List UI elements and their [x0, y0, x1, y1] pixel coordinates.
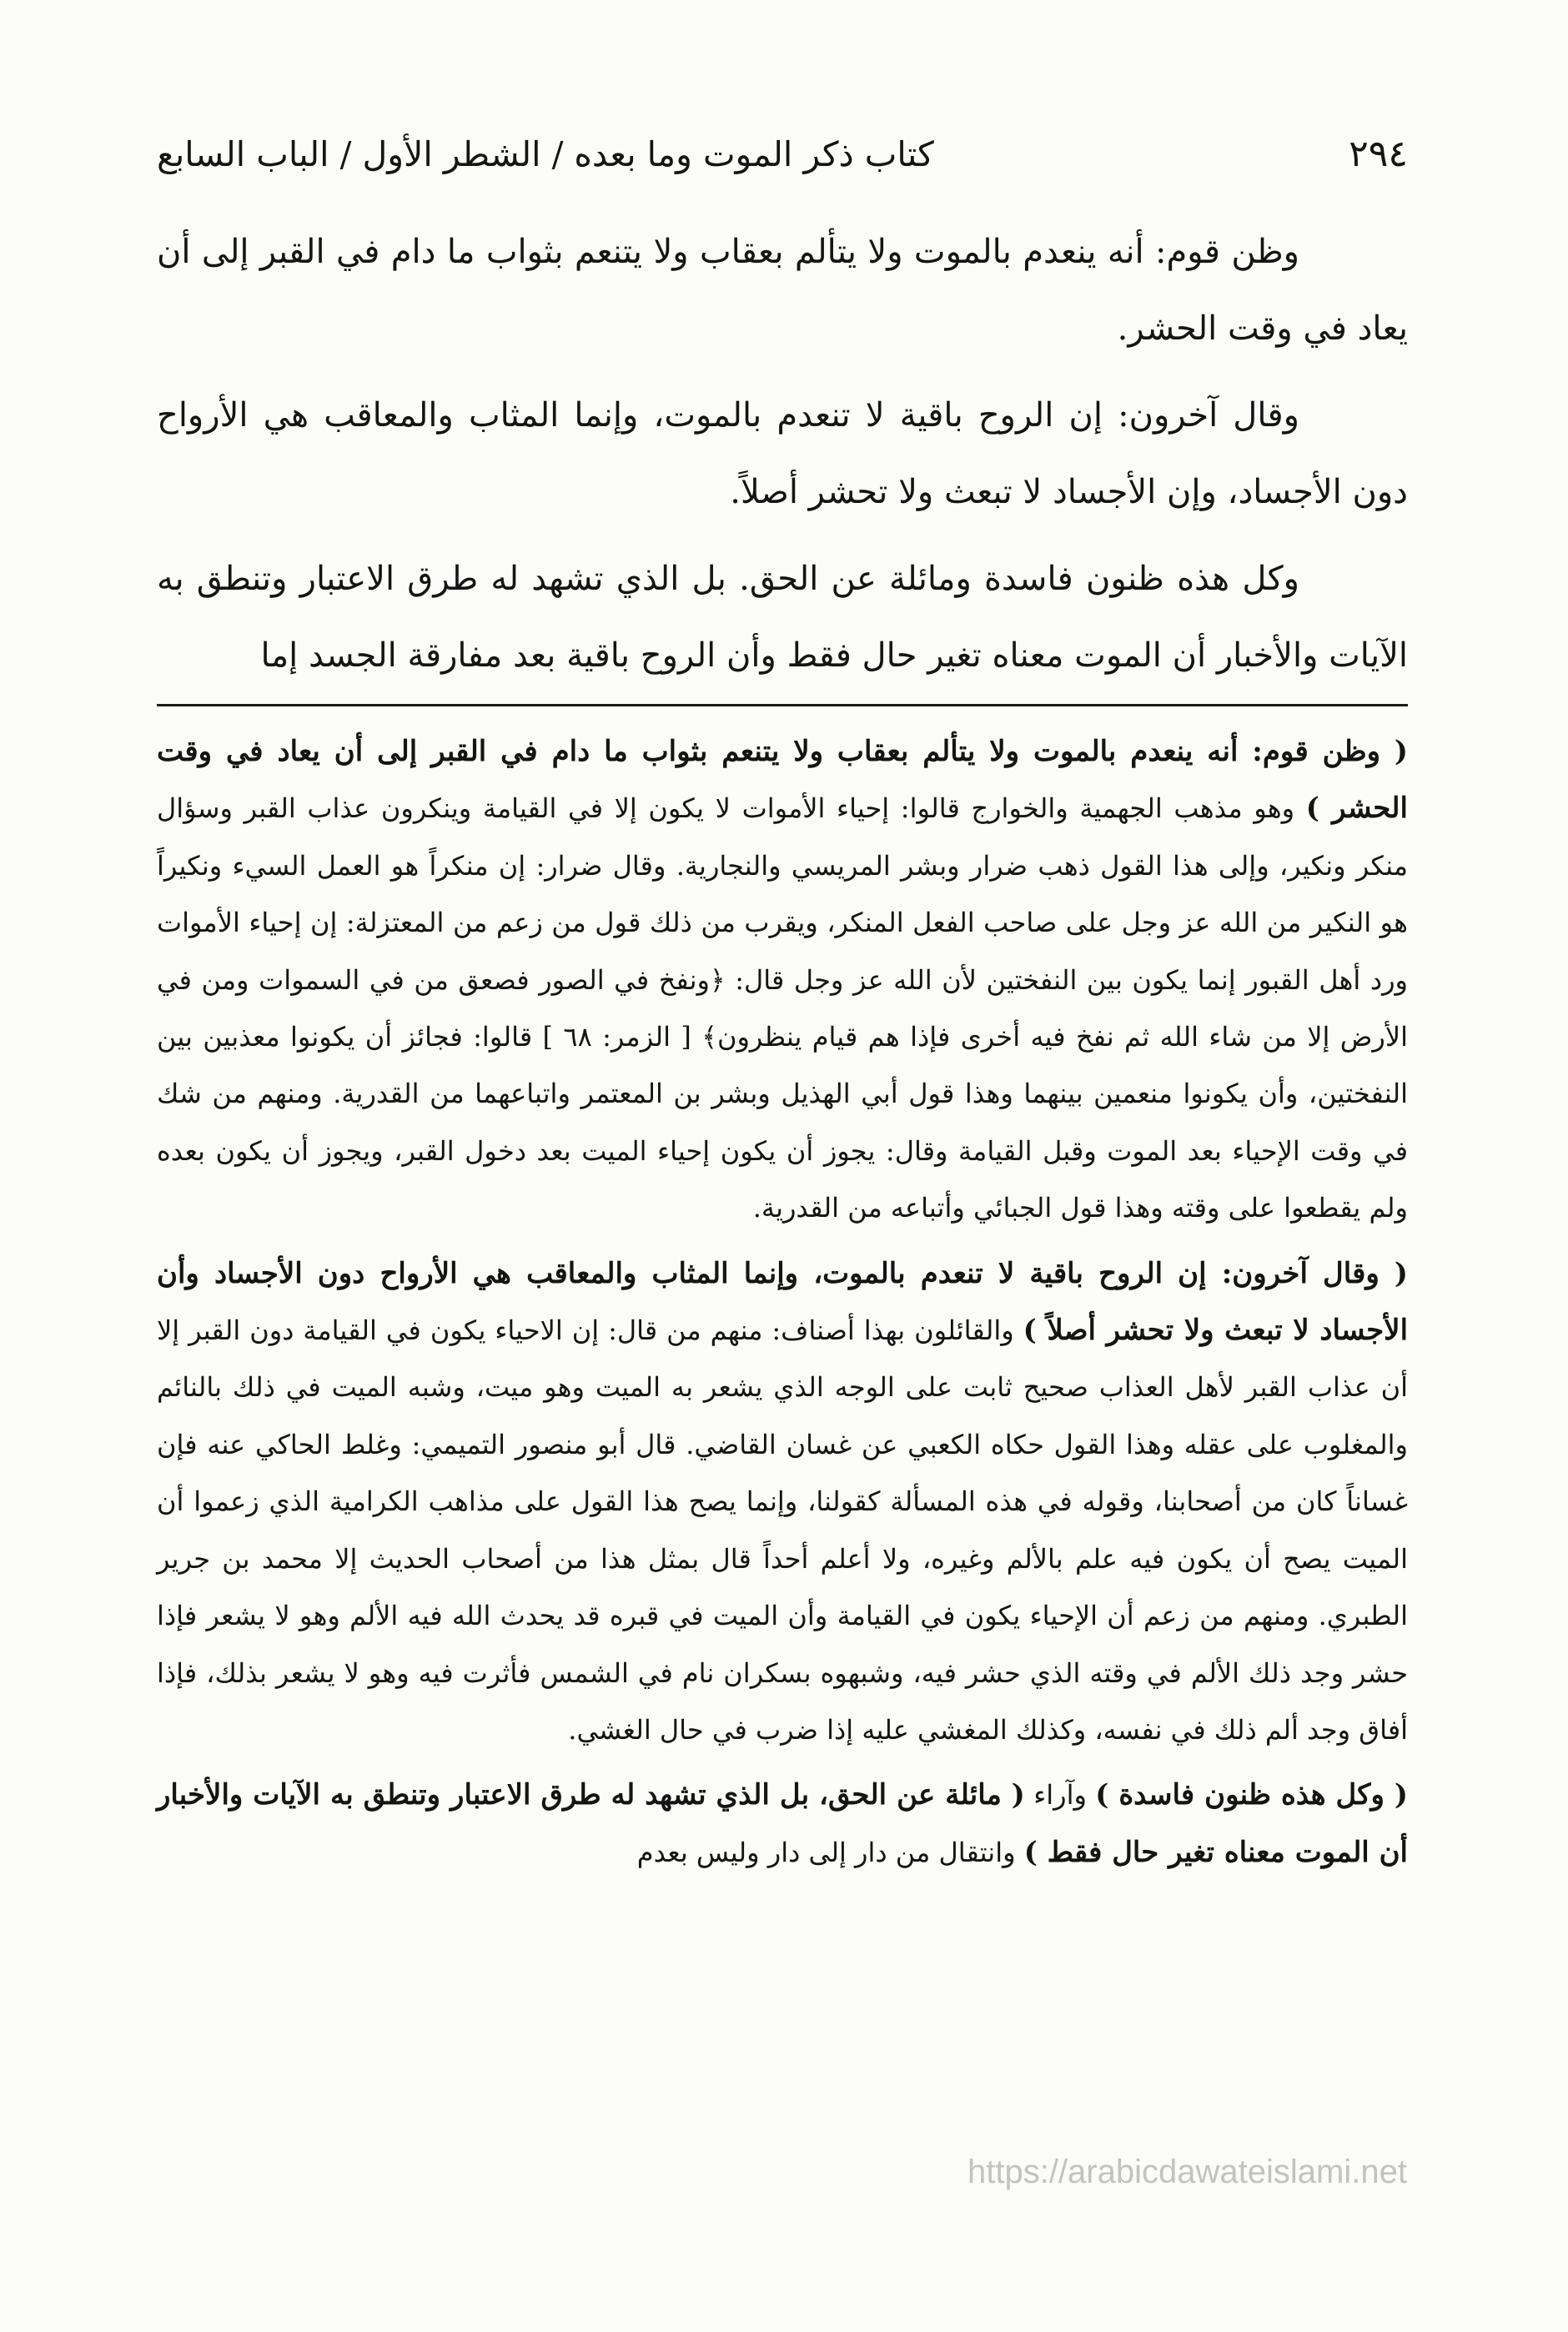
book-page	[157, 125, 1408, 1889]
commentary	[157, 723, 1408, 1881]
quoted-text: ( مائلة عن الحق، بل الذي تشهد له طرق الاعتبار وتنطق به الآيات والأخبار أن الموت معناه تغير حال فقط )	[157, 1778, 1408, 1869]
running-title: كتاب ذكر الموت وما بعده / الشطر الأول / الباب السابع	[157, 134, 934, 174]
commentary-text: وآراء	[1024, 1779, 1096, 1812]
commentary-text: وهو مذهب الجهمية والخوارج قالوا: إحياء الأموات لا يكون إلا في القيامة وينكرون عذاب القبر وسؤال منكر ونكير، وإلى هذا القول ذهب ضرار وبشر المريسي والنجارية. وقال ضرار: إن منكراً هو العمل السيء ونكيراً هو النكير من الله عز وجل على صاحب الفعل المنكر، ويقرب من ذلك قول من زعم من المعتزلة: إن إحياء الأموات ورد أهل القبور إنما يكون بين النفختين لأن الله عز وجل قال: ﴿ونفخ في الصور فصعق من في السموات ومن في الأرض إلا من شاء الله ثم نفخ فيه أخرى فإذا هم قيام ينظرون﴾ [ الزمر: ٦٨ ] قالوا: فجائز أن يكونوا معذبين بين النفختين، وأن يكونوا منعمين بينهما وهذا قول أبي الهذيل وبشر بن المعتمر واتباعهما من القدرية. ومنهم من شك في وقت الإحياء بعد الموت وقبل القيامة وقال: يجوز أن يكون إحياء الميت بعد دخول القبر، ويجوز أن يكون بعده ولم يقطعوا على وقته وهذا قول الجبائي وأتباعه من القدرية.	[157, 792, 1409, 1224]
main-paragraph: وكل هذه ظنون فاسدة ومائلة عن الحق. بل الذي تشهد له طرق الاعتبار وتنطق به الآيات والأخبار أن الموت معناه تغير حال فقط وأن الروح باقية بعد مفارقة الجسد إما	[157, 560, 1408, 675]
quoted-text: ( وقال آخرون: إن الروح باقية لا تنعدم بالموت، وإنما المثاب والمعاقب هي الأرواح دون الأجساد وأن الأجساد لا تبعث ولا تحشر أصلاً )	[157, 1256, 1409, 1348]
main-paragraph: وظن قوم: أنه ينعدم بالموت ولا يتألم بعقاب ولا يتنعم بثواب ما دام في القبر إلى أن يعاد في وقت الحشر.	[157, 233, 1408, 348]
main-paragraph: وقال آخرون: إن الروح باقية لا تنعدم بالموت، وإنما المثاب والمعاقب هي الأرواح دون الأجساد، وإن الأجساد لا تبعث ولا تحشر أصلاً.	[157, 396, 1408, 511]
commentary-paragraph	[157, 1245, 1408, 1759]
commentary-text: والقائلون بهذا أصناف: منهم من قال: إن الاحياء يكون في القيامة دون القبر إلا أن عذاب القبر لأهل العذاب صحيح ثابت على الوجه الذي يشعر به الميت وهو ميت، وشبه الميت في ذلك بالنائم والمغلوب على عقله وهذا القول حكاه الكعبي عن غسان القاضي. قال أبو منصور التميمي: وغلط الحاكي عنه فإن غساناً كان من أصحابنا، وقوله في هذه المسألة كقولنا، وإنما يصح هذا القول على مذاهب الكرامية الذي زعموا أن الميت يصح أن يكون فيه علم بالألم وغيره، ولا أعلم أحداً قال بمثل هذا من أصحاب الحديث إلا محمد بن جرير الطبري. ومنهم من زعم أن الإحياء يكون في القيامة وأن الميت في قبره قد يحدث الله فيه الألم وهو لا يشعر فإذا حشر وجد ذلك الألم في وقته الذي حشر فيه، وشبهوه بسكران نام في الشمس فأثرت فيه وهو لا يشعر بذلك، فإذا أفاق وجد ألم ذلك في نفسه، وكذلك المغشي عليه إذا ضرب في حال الغشي.	[157, 1314, 1409, 1746]
commentary-paragraph	[157, 723, 1408, 1237]
watermark-url: https://arabicdawateislami.net	[967, 2154, 1407, 2190]
quoted-text: ( وكل هذه ظنون فاسدة )	[1095, 1778, 1408, 1812]
quoted-text: ( وظن قوم: أنه ينعدم بالموت ولا يتألم بعقاب ولا يتنعم بثواب ما دام في القبر إلى أن يعاد في وقت الحشر )	[157, 735, 1408, 826]
commentary-text: وانتقال من دار إلى دار وليس بعدم	[636, 1836, 1024, 1868]
page-header	[157, 125, 1408, 183]
main-text	[157, 214, 1408, 694]
page-number: ٢٩٤	[1349, 133, 1408, 175]
footnote-separator	[157, 704, 1408, 706]
commentary-paragraph	[157, 1767, 1408, 1881]
